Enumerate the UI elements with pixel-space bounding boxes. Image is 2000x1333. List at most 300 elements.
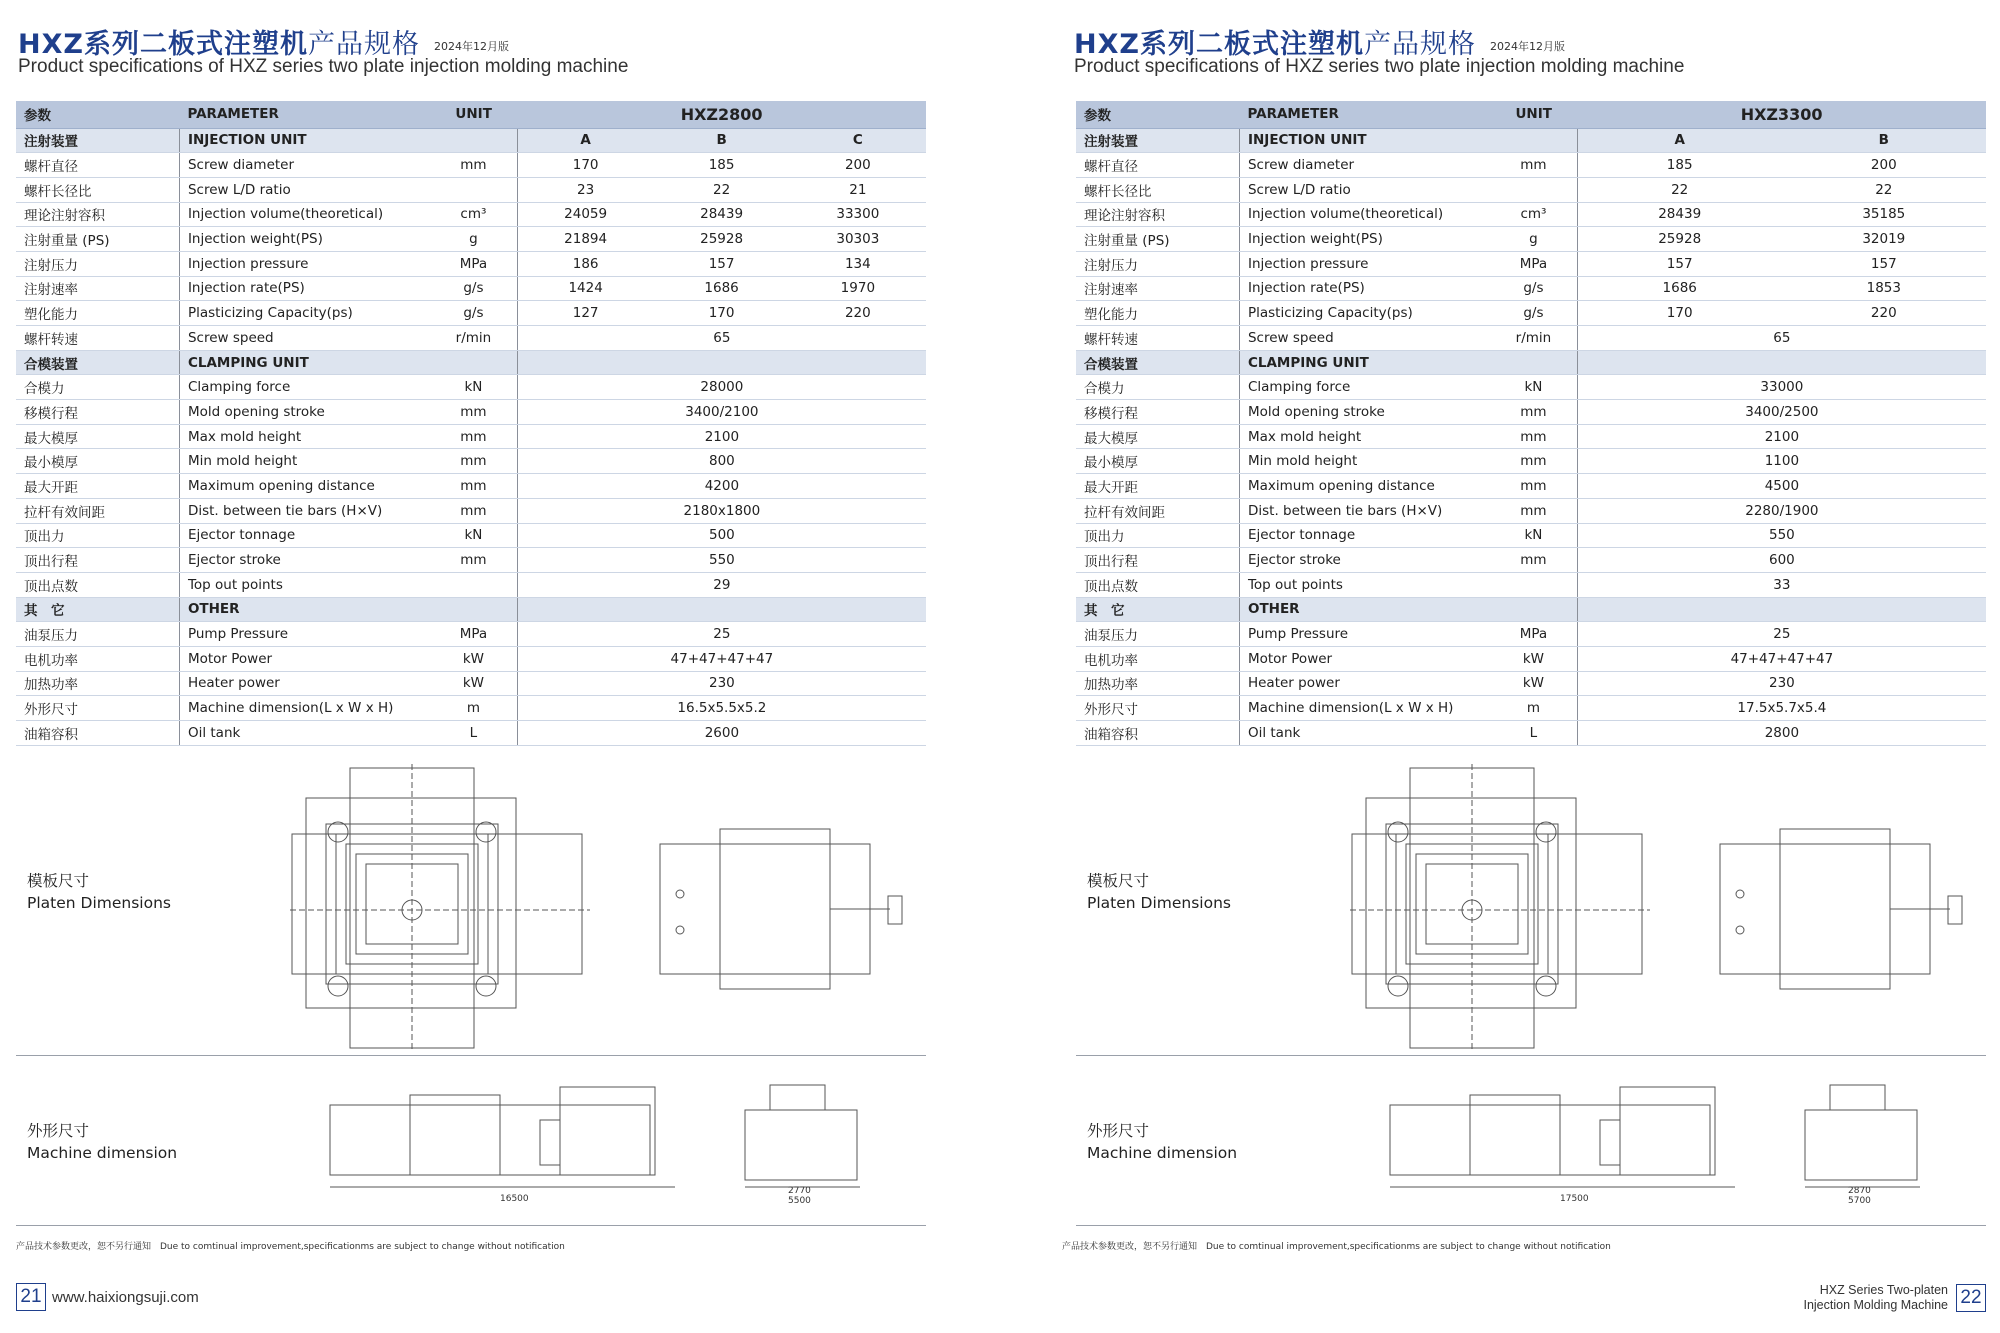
value-cell: 170 [653,301,789,326]
section-cn-cell: 合模装置 [1076,350,1239,375]
table-row [16,326,926,351]
value-cell: 2100 [1577,424,1986,449]
unit-cell: g/s [1490,301,1577,326]
section-en-cell: CLAMPING UNIT [1239,350,1490,375]
unit-cell: g/s [1490,276,1577,301]
dim-width-label: 5700 [1848,1196,1871,1205]
page-number: 21 [16,1283,46,1311]
unit-cell: kN [1490,375,1577,400]
section-en-cell: OTHER [1239,597,1490,622]
table-row [1076,646,1986,671]
edition-label: 2024年12月版 [434,39,509,53]
unit-cell [430,572,517,597]
table-row [1076,326,1986,351]
table-row [1076,548,1986,573]
table-row [16,474,926,499]
header-cn-cell: 参数 [1076,101,1239,128]
param-en-cell: Injection weight(PS) [179,227,430,252]
value-cell: 47+47+47+47 [517,646,926,671]
header-model-cell: HXZ3300 [1577,101,1986,128]
column-header-cell: A [1577,128,1781,153]
value-cell: 134 [790,251,926,276]
value-cell: 1100 [1577,449,1986,474]
unit-cell [1490,177,1577,202]
param-en-cell: Clamping force [1239,375,1490,400]
param-en-cell: Screw L/D ratio [179,177,430,202]
section-en-cell: INJECTION UNIT [1239,128,1490,153]
value-cell: 550 [1577,523,1986,548]
param-cn-cell: 塑化能力 [1076,301,1239,326]
value-cell: 21894 [517,227,653,252]
footnote: 产品技术参数更改，恕不另行通知 Due to comtinual improvement,specificationms are subject to change without notification [16,1242,565,1252]
table-row [16,449,926,474]
dim-inner-label: 2770 [788,1186,811,1196]
param-en-cell: Maximum opening distance [1239,474,1490,499]
param-en-cell: Injection rate(PS) [179,276,430,301]
dim-length-label: 16500 [500,1194,529,1204]
value-cell: 28000 [517,375,926,400]
column-header-cell: B [1782,128,1986,153]
table-header-row [16,101,926,128]
machine-dimension-label: 外形尺寸 Machine dimension [1087,1122,1238,1162]
value-cell: 22 [1577,177,1781,202]
value-cell: 2100 [517,424,926,449]
unit-cell: mm [430,153,517,178]
unit-cell: mm [1490,548,1577,573]
param-cn-cell: 顶出力 [1076,523,1239,548]
unit-cell: mm [1490,498,1577,523]
value-cell: 2600 [517,721,926,746]
value-cell: 170 [1577,301,1781,326]
section-unit-cell [430,128,517,153]
value-cell: 185 [1577,153,1781,178]
unit-cell: kW [1490,671,1577,696]
table-row [1076,276,1986,301]
param-cn-cell: 螺杆转速 [1076,326,1239,351]
unit-cell: mm [1490,153,1577,178]
param-cn-cell: 最大模厚 [16,424,179,449]
value-cell: 25 [1577,622,1986,647]
value-cell: 3400/2100 [517,400,926,425]
section-blank-cell [1577,350,1986,375]
page-title-en: Product specifications of HXZ series two plate injection molding machine [18,56,629,77]
param-cn-cell: 拉杆有效间距 [16,498,179,523]
param-cn-cell: 顶出力 [16,523,179,548]
param-cn-cell: 注射速率 [16,276,179,301]
section-en-cell: CLAMPING UNIT [179,350,430,375]
unit-cell: r/min [1490,326,1577,351]
column-header-cell: A [517,128,653,153]
header-param-cell: PARAMETER [179,101,430,128]
section-unit-cell [430,597,517,622]
param-cn-cell: 合模力 [16,375,179,400]
table-row [1076,523,1986,548]
table-row [16,202,926,227]
param-en-cell: Dist. between tie bars (H×V) [179,498,430,523]
value-cell: 28439 [653,202,789,227]
table-row [1076,424,1986,449]
value-cell: 600 [1577,548,1986,573]
value-cell: 21 [790,177,926,202]
unit-cell: m [1490,696,1577,721]
unit-cell: kW [1490,646,1577,671]
param-cn-cell: 拉杆有效间距 [1076,498,1239,523]
spec-table [16,101,926,746]
unit-cell: MPa [1490,251,1577,276]
section-cn-cell: 其 它 [16,597,179,622]
unit-cell: mm [1490,474,1577,499]
value-cell: 25928 [1577,227,1781,252]
footer [1803,1283,1986,1313]
param-cn-cell: 顶出点数 [1076,572,1239,597]
table-row [1076,153,1986,178]
unit-cell: mm [430,474,517,499]
param-en-cell: Injection volume(theoretical) [179,202,430,227]
param-cn-cell: 顶出点数 [16,572,179,597]
param-en-cell: Injection rate(PS) [1239,276,1490,301]
value-cell: 25 [517,622,926,647]
value-cell: 230 [1577,671,1986,696]
param-cn-cell: 螺杆长径比 [16,177,179,202]
section-row [16,128,926,153]
param-en-cell: Mold opening stroke [1239,400,1490,425]
unit-cell [1490,572,1577,597]
divider [1076,1055,1986,1056]
param-en-cell: Machine dimension(L x W x H) [179,696,430,721]
unit-cell: g/s [430,301,517,326]
table-row [16,523,926,548]
table-row [1076,202,1986,227]
page-title-en: Product specifications of HXZ series two plate injection molding machine [1074,56,1685,77]
param-cn-cell: 油箱容积 [1076,721,1239,746]
unit-cell: g [430,227,517,252]
value-cell: 157 [653,251,789,276]
param-en-cell: Injection pressure [1239,251,1490,276]
param-en-cell: Oil tank [179,721,430,746]
platen-label: 模板尺寸 Platen Dimensions [1087,872,1231,912]
section-cn-cell: 合模装置 [16,350,179,375]
param-en-cell: Plasticizing Capacity(ps) [1239,301,1490,326]
unit-cell: MPa [1490,622,1577,647]
table-header-row [1076,101,1986,128]
param-en-cell: Ejector tonnage [1239,523,1490,548]
value-cell: 65 [1577,326,1986,351]
section-row [16,597,926,622]
param-cn-cell: 螺杆直径 [16,153,179,178]
header-model-cell: HXZ2800 [517,101,926,128]
value-cell: 220 [1782,301,1986,326]
value-cell: 170 [517,153,653,178]
unit-cell: kN [1490,523,1577,548]
param-cn-cell: 注射重量 (PS) [16,227,179,252]
table-row [16,153,926,178]
table-row [16,498,926,523]
param-en-cell: Motor Power [179,646,430,671]
value-cell: 186 [517,251,653,276]
table-row [1076,622,1986,647]
param-en-cell: Ejector stroke [179,548,430,573]
unit-cell: g [1490,227,1577,252]
value-cell: 4500 [1577,474,1986,499]
param-cn-cell: 最大开距 [1076,474,1239,499]
table-row [16,276,926,301]
param-cn-cell: 移模行程 [1076,400,1239,425]
param-en-cell: Max mold height [1239,424,1490,449]
unit-cell: L [430,721,517,746]
param-cn-cell: 移模行程 [16,400,179,425]
param-cn-cell: 螺杆转速 [16,326,179,351]
table-row [16,424,926,449]
section-unit-cell [1490,350,1577,375]
header-cn-cell: 参数 [16,101,179,128]
divider [1076,1225,1986,1226]
value-cell: 47+47+47+47 [1577,646,1986,671]
param-cn-cell: 最小模厚 [1076,449,1239,474]
value-cell: 33300 [790,202,926,227]
param-cn-cell: 加热功率 [16,671,179,696]
param-en-cell: Top out points [1239,572,1490,597]
unit-cell: mm [430,449,517,474]
unit-cell: kW [430,671,517,696]
param-cn-cell: 油泵压力 [1076,622,1239,647]
section-blank-cell [517,350,926,375]
value-cell: 28439 [1577,202,1781,227]
param-en-cell: Plasticizing Capacity(ps) [179,301,430,326]
param-cn-cell: 塑化能力 [16,301,179,326]
table-row [16,696,926,721]
table-row [16,227,926,252]
unit-cell: kW [430,646,517,671]
param-en-cell: Mold opening stroke [179,400,430,425]
table-row [16,622,926,647]
section-unit-cell [430,350,517,375]
value-cell: 220 [790,301,926,326]
value-cell: 4200 [517,474,926,499]
value-cell: 127 [517,301,653,326]
param-cn-cell: 外形尺寸 [16,696,179,721]
value-cell: 29 [517,572,926,597]
table-row [16,400,926,425]
param-en-cell: Machine dimension(L x W x H) [1239,696,1490,721]
value-cell: 3400/2500 [1577,400,1986,425]
table-row [16,301,926,326]
param-cn-cell: 理论注射容积 [16,202,179,227]
param-en-cell: Screw speed [1239,326,1490,351]
value-cell: 24059 [517,202,653,227]
value-cell: 200 [790,153,926,178]
unit-cell: mm [430,498,517,523]
param-en-cell: Pump Pressure [179,622,430,647]
footer [16,1283,199,1311]
table-row [1076,301,1986,326]
param-cn-cell: 油泵压力 [16,622,179,647]
param-cn-cell: 顶出行程 [1076,548,1239,573]
param-cn-cell: 外形尺寸 [1076,696,1239,721]
param-cn-cell: 注射压力 [1076,251,1239,276]
value-cell: 2180x1800 [517,498,926,523]
table-row [16,646,926,671]
unit-cell: g/s [430,276,517,301]
param-cn-cell: 最大开距 [16,474,179,499]
value-cell: 185 [653,153,789,178]
header-unit-cell: UNIT [1490,101,1577,128]
page-title-cn: HXZ系列二板式注塑机产品规格 2024年12月版 [1074,29,1565,60]
dim-length-label: 17500 [1560,1194,1589,1204]
section-row [1076,128,1986,153]
unit-cell: mm [430,424,517,449]
table-row [16,177,926,202]
param-en-cell: Top out points [179,572,430,597]
value-cell: 1686 [653,276,789,301]
param-en-cell: Screw speed [179,326,430,351]
param-en-cell: Injection weight(PS) [1239,227,1490,252]
param-en-cell: Pump Pressure [1239,622,1490,647]
unit-cell: cm³ [430,202,517,227]
table-row [16,251,926,276]
page-number: 22 [1956,1284,1986,1312]
unit-cell: mm [1490,449,1577,474]
param-en-cell: Oil tank [1239,721,1490,746]
value-cell: 30303 [790,227,926,252]
page-right [1000,0,2000,1333]
section-cn-cell: 注射装置 [1076,128,1239,153]
column-header-cell: B [653,128,789,153]
value-cell: 2800 [1577,721,1986,746]
platen-label: 模板尺寸 Platen Dimensions [27,872,171,912]
param-en-cell: Min mold height [1239,449,1490,474]
param-cn-cell: 合模力 [1076,375,1239,400]
unit-cell: MPa [430,251,517,276]
section-en-cell: INJECTION UNIT [179,128,430,153]
column-header-cell: C [790,128,926,153]
param-cn-cell: 注射压力 [16,251,179,276]
section-row [16,350,926,375]
param-cn-cell: 顶出行程 [16,548,179,573]
param-cn-cell: 理论注射容积 [1076,202,1239,227]
unit-cell [430,177,517,202]
value-cell: 1424 [517,276,653,301]
value-cell: 157 [1577,251,1781,276]
unit-cell: MPa [430,622,517,647]
value-cell: 35185 [1782,202,1986,227]
param-en-cell: Ejector stroke [1239,548,1490,573]
param-cn-cell: 电机功率 [1076,646,1239,671]
page-title-cn: HXZ系列二板式注塑机产品规格 2024年12月版 [18,29,509,60]
table-row [1076,474,1986,499]
param-en-cell: Screw diameter [1239,153,1490,178]
unit-cell: mm [430,548,517,573]
spec-table [1076,101,1986,746]
footnote: 产品技术参数更改，恕不另行通知 Due to comtinual improvement,specificationms are subject to change without notification [1062,1242,1611,1252]
param-cn-cell: 注射速率 [1076,276,1239,301]
param-en-cell: Min mold height [179,449,430,474]
param-cn-cell: 加热功率 [1076,671,1239,696]
platen-drawing [290,764,930,1050]
param-en-cell: Screw diameter [179,153,430,178]
param-en-cell: Injection volume(theoretical) [1239,202,1490,227]
section-cn-cell: 注射装置 [16,128,179,153]
divider [16,1055,926,1056]
value-cell: 500 [517,523,926,548]
param-cn-cell: 最大模厚 [1076,424,1239,449]
value-cell: 33 [1577,572,1986,597]
section-row [1076,597,1986,622]
table-row [1076,375,1986,400]
param-en-cell: Ejector tonnage [179,523,430,548]
table-row [16,375,926,400]
param-en-cell: Screw L/D ratio [1239,177,1490,202]
machine-drawing [300,1075,860,1205]
table-row [1076,449,1986,474]
param-en-cell: Motor Power [1239,646,1490,671]
table-row [16,548,926,573]
param-cn-cell: 最小模厚 [16,449,179,474]
value-cell: 1970 [790,276,926,301]
value-cell: 65 [517,326,926,351]
section-unit-cell [1490,597,1577,622]
value-cell: 800 [517,449,926,474]
param-cn-cell: 电机功率 [16,646,179,671]
value-cell: 1686 [1577,276,1781,301]
param-cn-cell: 油箱容积 [16,721,179,746]
section-blank-cell [1577,597,1986,622]
edition-label: 2024年12月版 [1490,39,1565,53]
header-unit-cell: UNIT [430,101,517,128]
table-row [1076,721,1986,746]
machine-drawing [1360,1075,1920,1205]
value-cell: 200 [1782,153,1986,178]
value-cell: 230 [517,671,926,696]
table-row [1076,177,1986,202]
param-cn-cell: 螺杆直径 [1076,153,1239,178]
param-en-cell: Clamping force [179,375,430,400]
value-cell: 2280/1900 [1577,498,1986,523]
section-unit-cell [1490,128,1577,153]
unit-cell: kN [430,523,517,548]
param-cn-cell: 螺杆长径比 [1076,177,1239,202]
value-cell: 25928 [653,227,789,252]
unit-cell: cm³ [1490,202,1577,227]
unit-cell: r/min [430,326,517,351]
table-row [1076,572,1986,597]
table-row [1076,251,1986,276]
unit-cell: mm [1490,400,1577,425]
series-label: HXZ Series Two-platen Injection Molding Machine [1803,1283,1948,1312]
value-cell: 23 [517,177,653,202]
param-en-cell: Maximum opening distance [179,474,430,499]
unit-cell: mm [430,400,517,425]
unit-cell: L [1490,721,1577,746]
value-cell: 17.5x5.7x5.4 [1577,696,1986,721]
header-param-cell: PARAMETER [1239,101,1490,128]
unit-cell: kN [430,375,517,400]
website-link[interactable]: www.haixiongsuji.com [52,1288,199,1306]
table-row [1076,498,1986,523]
unit-cell: mm [1490,424,1577,449]
param-en-cell: Heater power [1239,671,1490,696]
table-row [16,721,926,746]
divider [16,1225,926,1226]
table-row [1076,696,1986,721]
table-row [16,572,926,597]
section-en-cell: OTHER [179,597,430,622]
param-en-cell: Dist. between tie bars (H×V) [1239,498,1490,523]
dim-width-label: 5500 [788,1196,811,1205]
param-cn-cell: 注射重量 (PS) [1076,227,1239,252]
machine-dimension-label: 外形尺寸 Machine dimension [27,1122,178,1162]
dim-inner-label: 2870 [1848,1186,1871,1196]
table-row [1076,671,1986,696]
